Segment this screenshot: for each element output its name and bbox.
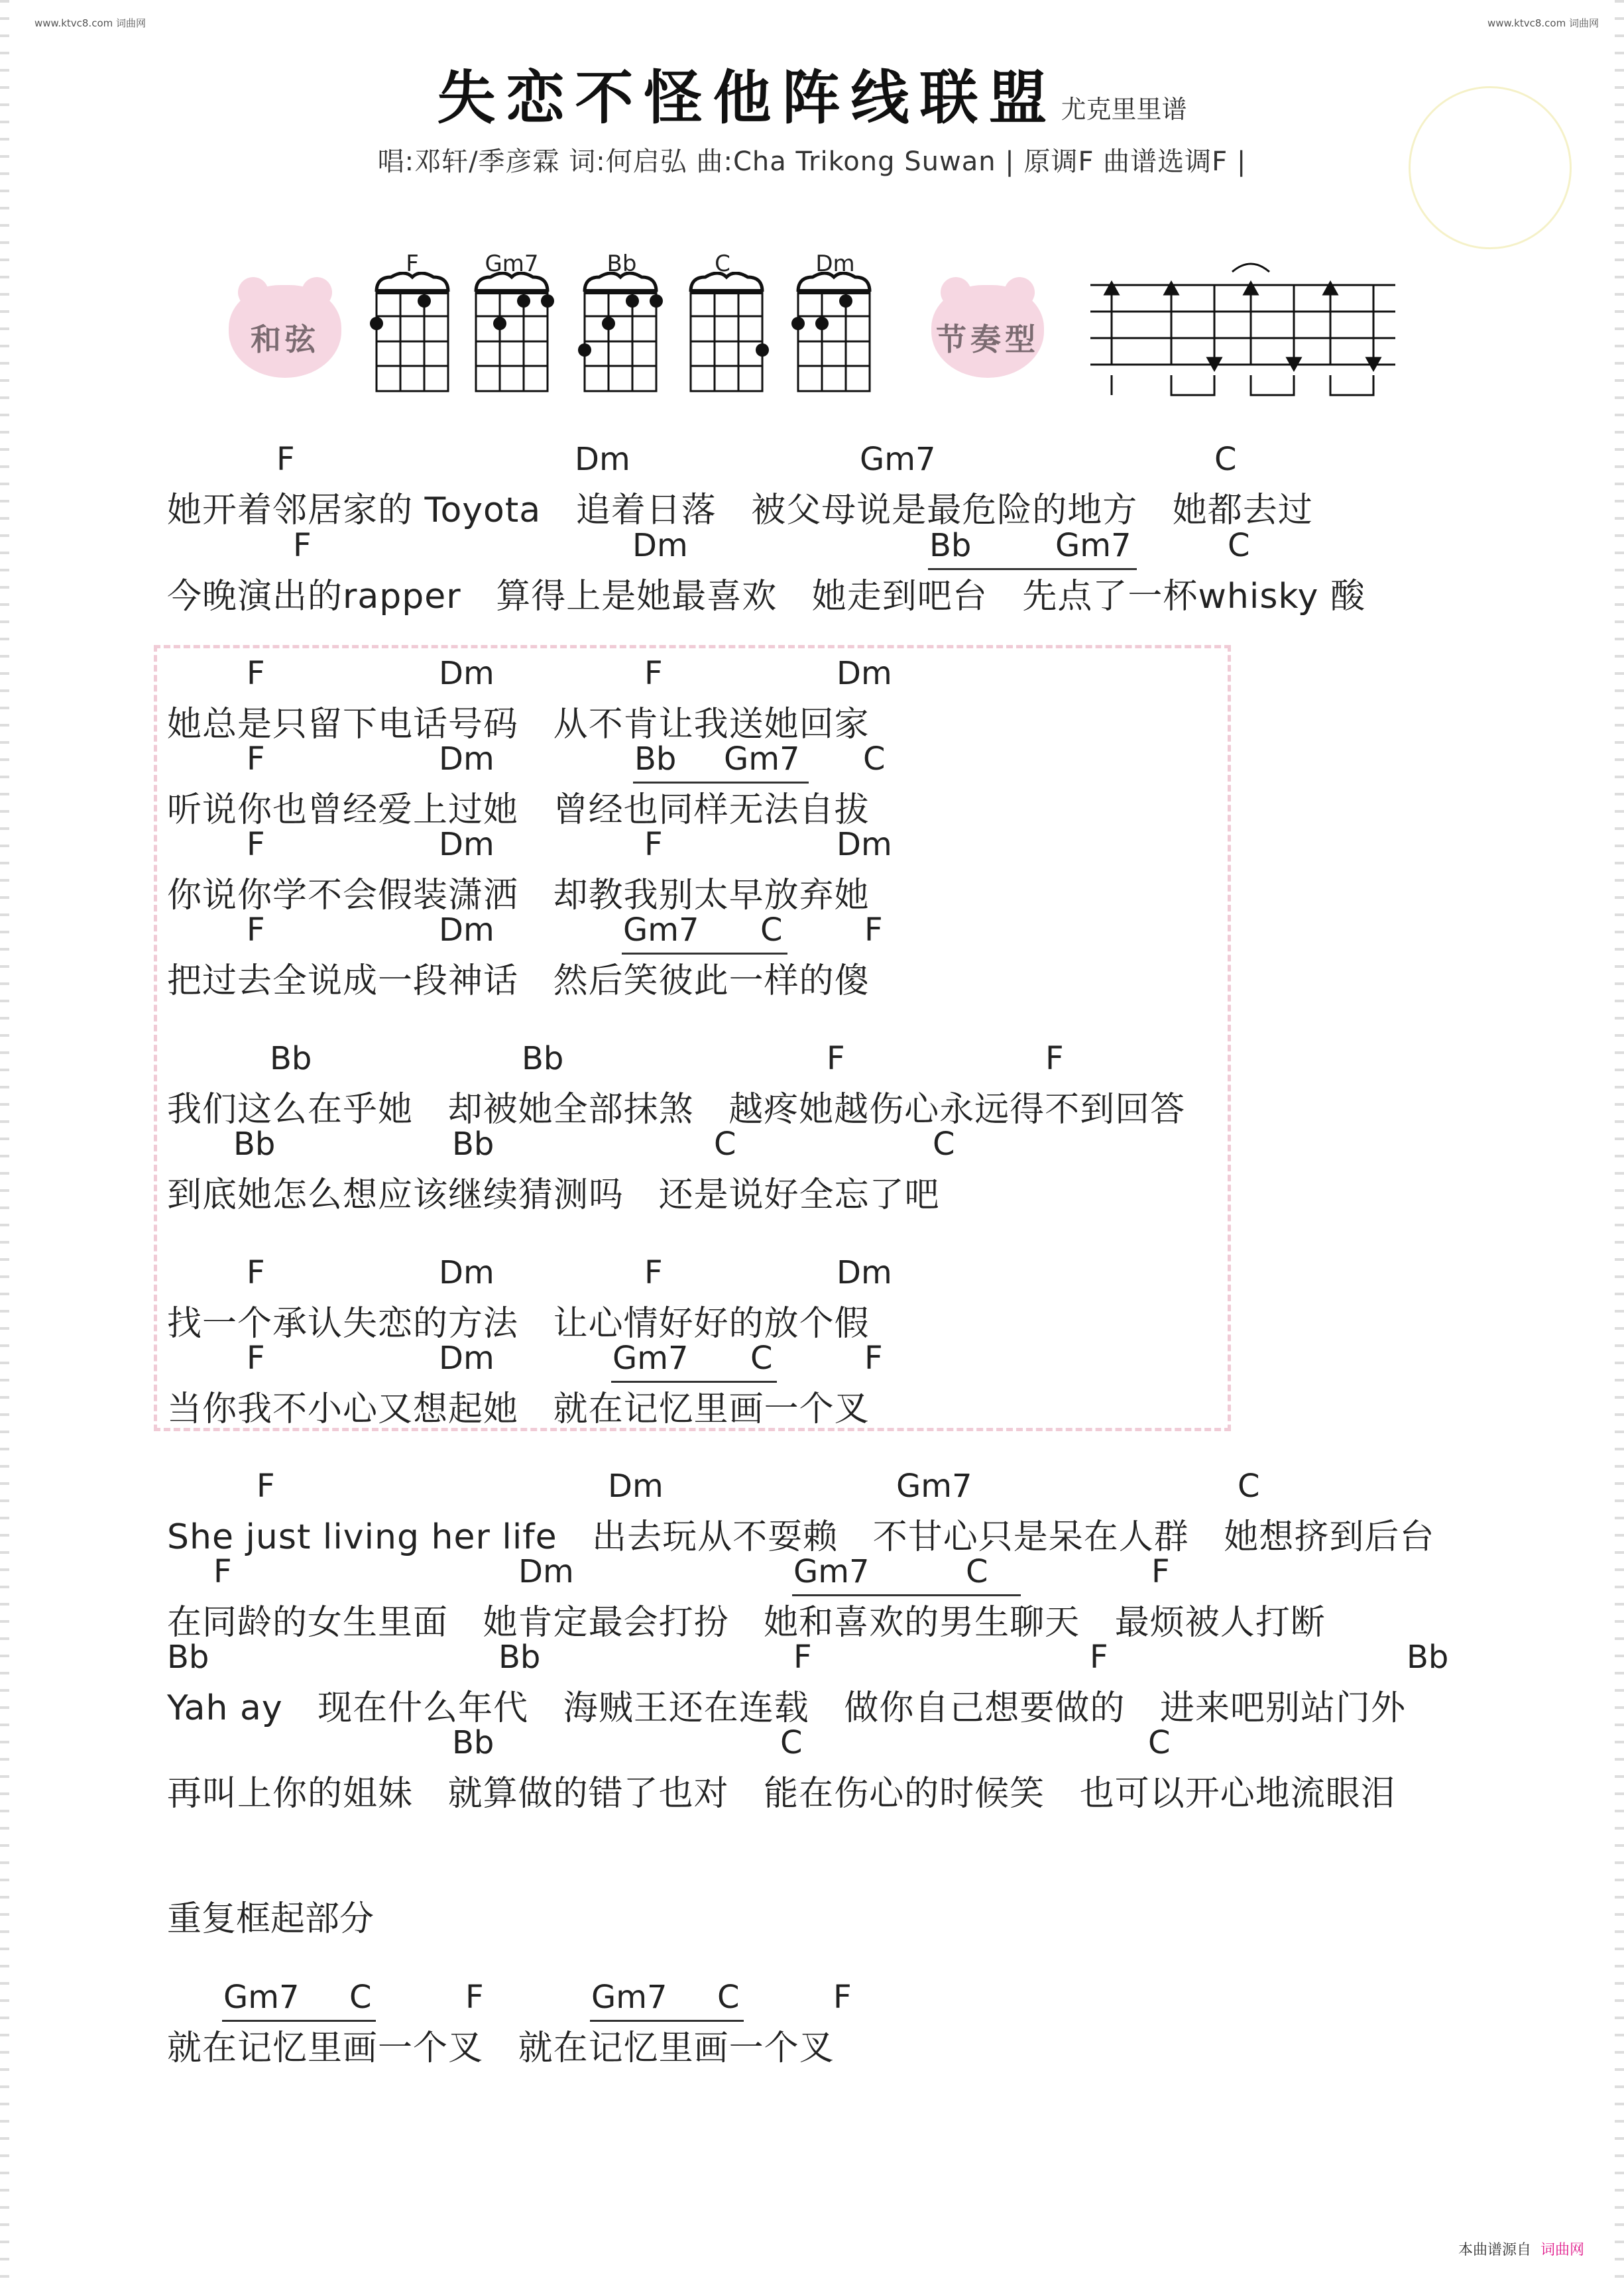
line-10 xyxy=(167,1340,883,1440)
chord-diagram-c xyxy=(691,273,769,391)
chord: C xyxy=(966,1553,988,1590)
song-title xyxy=(0,52,1624,135)
chord: F xyxy=(864,1340,883,1377)
lyric: 你说你学不会假装潇洒 却教我别太早放弃她 xyxy=(167,876,870,915)
footer-brand-link[interactable]: 词曲网 xyxy=(1540,2242,1584,2258)
line-13 xyxy=(167,1639,1449,1728)
chord: C xyxy=(1238,1468,1260,1505)
chord: Gm7 xyxy=(896,1468,972,1505)
chord: Bb xyxy=(522,1040,564,1077)
chord-diagram-bb xyxy=(578,273,663,391)
chord: Dm xyxy=(439,1254,494,1291)
chord: F xyxy=(247,911,265,949)
chord-diagram-dm xyxy=(791,273,870,391)
line-9 xyxy=(167,1254,892,1344)
chord: F xyxy=(465,1979,484,2016)
rhythm-badge-label: 节奏型 xyxy=(936,322,1039,357)
chord-diagram-gm7 xyxy=(476,273,554,391)
chord-diagrams xyxy=(358,272,888,398)
lyric: 就在记忆里画一个叉 就在记忆里画一个叉 xyxy=(167,2028,835,2068)
lyric: 找一个承认失恋的方法 让心情好好的放个假 xyxy=(167,1304,870,1344)
lyric: 今晚演出的rapper 算得上是她最喜欢 她走到吧台 先点了一杯whisky 酸 xyxy=(167,577,1365,616)
chord: F xyxy=(644,1254,663,1291)
chord: C xyxy=(714,1126,736,1163)
chord: Bb xyxy=(452,1126,494,1163)
chord: F xyxy=(257,1468,275,1505)
lyric: 到底她怎么想应该继续猜测吗 还是说好全忘了吧 xyxy=(167,1175,940,1215)
chord: Dm xyxy=(439,655,494,692)
chord: F xyxy=(644,826,663,863)
chord: Bb xyxy=(233,1126,276,1163)
chord: F xyxy=(644,655,663,692)
chord-label-bb: Bb xyxy=(607,251,637,277)
lyric: 她总是只留下电话号码 从不肯让我送她回家 xyxy=(167,705,870,744)
lyric: 当你我不小心又想起她 就在记忆里画一个叉 xyxy=(167,1389,870,1429)
chord: Bb xyxy=(452,1724,494,1761)
chord: Gm7 xyxy=(793,1553,870,1590)
repeat-note: 重复框起部分 xyxy=(167,1899,375,1939)
chord: C xyxy=(1148,1724,1171,1761)
right-border xyxy=(1615,0,1624,2283)
rhythm-pattern xyxy=(1090,259,1402,404)
chords-badge-label: 和弦 xyxy=(251,322,319,357)
lyric: 在同龄的女生里面 她肯定最会打扮 她和喜欢的男生聊天 最烦被人打断 xyxy=(167,1603,1326,1643)
chord: Dm xyxy=(439,740,494,778)
footer xyxy=(1458,2239,1584,2259)
chord: Bb xyxy=(634,740,677,778)
chord: C xyxy=(349,1979,372,2016)
chord-label-f: F xyxy=(406,251,419,277)
chord: Gm7 xyxy=(1055,527,1131,564)
chord-label-gm7: Gm7 xyxy=(485,251,539,277)
left-border xyxy=(0,0,9,2283)
chord: Dm xyxy=(518,1553,574,1590)
chord: Bb xyxy=(1407,1639,1449,1676)
title-sub: 尤克里里谱 xyxy=(1061,95,1187,124)
chord: F xyxy=(1151,1553,1170,1590)
chord: F xyxy=(1090,1639,1108,1676)
chord: F xyxy=(833,1979,852,2016)
chord: C xyxy=(1228,527,1250,564)
chord: C xyxy=(1214,441,1237,478)
lyric: 她开着邻居家的 Toyota 追着日落 被父母说是最危险的地方 她都去过 xyxy=(167,491,1313,530)
lyric: 把过去全说成一段神话 然后笑彼此一样的傻 xyxy=(167,961,870,1001)
chord: Gm7 xyxy=(612,1340,689,1377)
lyric: 我们这么在乎她 却被她全部抹煞 越疼她越伤心永远得不到回答 xyxy=(167,1090,1186,1130)
line-1 xyxy=(167,441,1313,530)
chord: C xyxy=(750,1340,773,1377)
chord: Bb xyxy=(929,527,972,564)
chord: Dm xyxy=(837,1254,892,1291)
chord-diagram-f xyxy=(370,273,448,391)
chord: Dm xyxy=(837,826,892,863)
chord: Gm7 xyxy=(623,911,699,949)
chord: Dm xyxy=(439,826,494,863)
lyric: 听说你也曾经爱上过她 曾经也同样无法自拔 xyxy=(167,790,870,830)
chord: F xyxy=(213,1553,232,1590)
chord: F xyxy=(793,1639,812,1676)
chord: Dm xyxy=(608,1468,664,1505)
title-main: 失恋不怪他阵线联盟 xyxy=(437,64,1058,132)
chord: F xyxy=(247,1340,265,1377)
footer-text: 本曲谱源自 xyxy=(1458,2242,1531,2258)
chord: Bb xyxy=(270,1040,312,1077)
chords-badge xyxy=(229,285,341,378)
chord: Dm xyxy=(439,911,494,949)
chord: C xyxy=(863,740,886,778)
chord: Dm xyxy=(837,655,892,692)
chord: Gm7 xyxy=(223,1979,300,2016)
line-15 xyxy=(167,1979,852,2105)
lyric: Yah ay 现在什么年代 海贼王还在连载 做你自己想要做的 进来吧别站门外 xyxy=(167,1688,1406,1728)
chord: C xyxy=(717,1979,740,2016)
chord: C xyxy=(760,911,783,949)
chord: F xyxy=(247,1254,265,1291)
chord: F xyxy=(827,1040,845,1077)
chord: C xyxy=(780,1724,803,1761)
song-meta: 唱:邓轩/季彦霖 词:何启弘 曲:Cha Trikong Suwan | 原调F 曲谱选调F | xyxy=(377,146,1247,177)
chord: F xyxy=(864,911,883,949)
chord: Bb xyxy=(167,1639,209,1676)
chord: F xyxy=(247,826,265,863)
chord: F xyxy=(247,655,265,692)
chord-label-dm: Dm xyxy=(815,251,855,277)
chord: F xyxy=(247,740,265,778)
line-14 xyxy=(167,1724,1396,1814)
chord-label-c: C xyxy=(715,251,730,277)
rhythm-badge xyxy=(931,285,1044,378)
line-11 xyxy=(167,1468,1435,1557)
chord: C xyxy=(933,1126,955,1163)
chord: Bb xyxy=(498,1639,541,1676)
lyric: She just living her life 出去玩从不耍赖 不甘心只是呆在人群 她想挤到后台 xyxy=(167,1517,1435,1557)
line-6 xyxy=(167,911,883,1012)
chord: Dm xyxy=(439,1340,494,1377)
chord: Gm7 xyxy=(591,1979,667,2016)
line-2 xyxy=(167,527,1365,628)
chord: F xyxy=(1045,1040,1064,1077)
chord: F xyxy=(276,441,295,478)
lyric: 再叫上你的姐妹 就算做的错了也对 能在伤心的时候笑 也可以开心地流眼泪 xyxy=(167,1774,1396,1814)
chord: Gm7 xyxy=(860,441,936,478)
line-8 xyxy=(167,1126,955,1215)
corner-watermark-left: www.ktvc8.com 词曲网 xyxy=(34,17,146,29)
line-3 xyxy=(167,655,892,744)
chord: Gm7 xyxy=(724,740,800,778)
line-5 xyxy=(167,826,892,915)
chord: Dm xyxy=(632,527,688,564)
line-7 xyxy=(167,1040,1186,1130)
chord: F xyxy=(293,527,312,564)
corner-watermark-right: www.ktvc8.com 词曲网 xyxy=(1487,17,1599,29)
chord: Dm xyxy=(575,441,630,478)
